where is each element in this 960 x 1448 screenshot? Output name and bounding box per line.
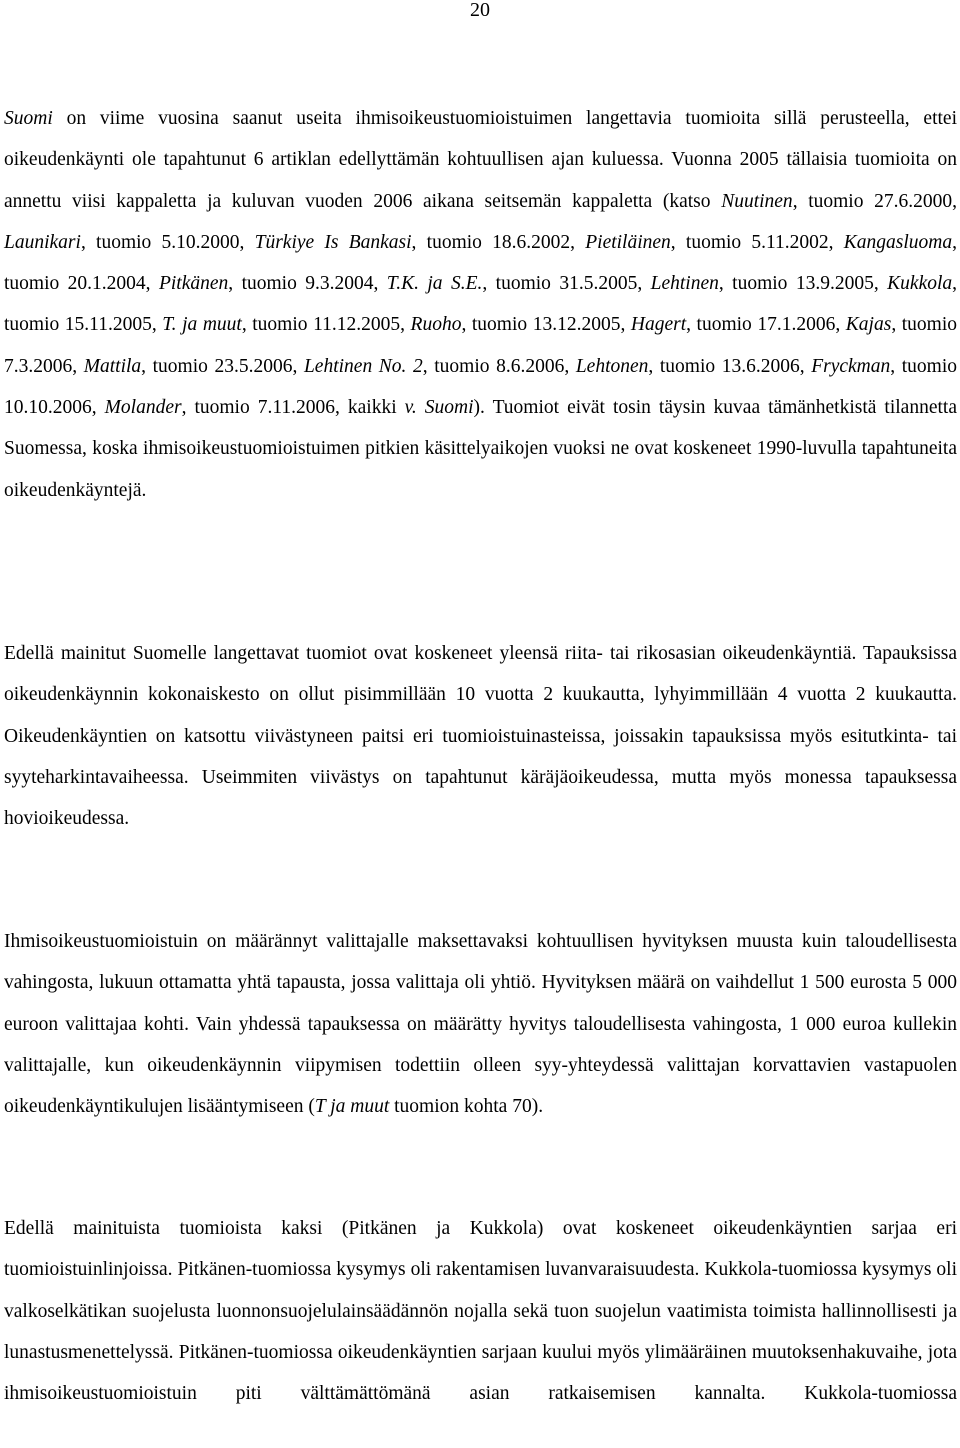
paragraph-ecthr-judgments [4, 98, 957, 511]
text-run: , tuomio 13.12.2005, [461, 314, 631, 336]
case-name: Ruoho [410, 314, 462, 336]
paragraph-compensation [4, 921, 957, 1127]
text-run: Ihmisoikeustuomioistuin on määrännyt valittajalle maksettavaksi kohtuullisen hyvityksen muusta kuin taloudellisesta vahingosta, lukuun ottamatta yhtä tapausta, jossa valittaja oli yhtiö. Hyvityksen määrä on vaihdellut 1 500 eurosta 5 000 euroon valittajaa kohti. Vain yhdessä tapauksessa on määrätty hyvitys taloudellisesta vahingosta, 1 000 euroa kullekin valittajalle, kun oikeudenkäynnin viipymisen todettiin olleen syy-yhteydessä valittajan korvattavien vastapuolen oikeudenkäyntikulujen lisääntymiseen ( [4, 931, 957, 1118]
text-run: , tuomio 9.3.2004, [228, 273, 387, 295]
text-run: ). Tuomiot eivät tosin täysin kuvaa tämänhetkistä tilannetta Suomessa, koska ihmisoikeustuomioistuimen pitkien käsittelyaikojen vuoksi ne ovat koskeneet 1990-luvulla tapahtuneita oikeudenkäyntejä. [4, 397, 957, 501]
text-run: , tuomio 17.1.2006, [686, 314, 846, 336]
text-run: , tuomio 5.11.2002, [670, 231, 844, 253]
case-name: Fryckman [811, 355, 891, 377]
case-name: Nuutinen [721, 190, 793, 212]
text-run: , tuomio 20.1.2004, [4, 231, 957, 295]
case-name: Hagert [630, 314, 687, 336]
page-number: 20 [470, 0, 490, 21]
text-run: , tuomio 5.10.2000, [80, 231, 255, 253]
text-run: Edellä mainituista tuomioista kaksi (Pitkänen ja Kukkola) ovat koskeneet oikeudenkäyntien sarjaa eri tuomioistuinlinjoissa. Pitkänen-tuomiossa kysymys oli rakentamisen luvanvaraisuudesta. Kukkola-tuomiossa kysymys oli valkoselkätikan suojelusta luonnonsuojelulainsäädännön nojalla sekä tuon suojelun vaatimista toimista hallinnollisesti ja lunastusmenettelyssä. Pitkänen-tuomiossa oikeudenkäyntien sarjaan kuului myös ylimääräinen muutoksenhakuvaihe, jota ihmisoikeustuomioistuin piti välttämättömänä asian ratkaisemisen kannalta. Kukkola-tuomiossa [4, 1218, 957, 1405]
case-name: T ja muut [314, 1096, 390, 1118]
text-run: , tuomio 8.6.2006, [422, 355, 576, 377]
case-name: Kangasluoma [843, 231, 953, 253]
case-name: T. ja muut [162, 314, 242, 336]
case-name: Kajas [845, 314, 892, 336]
case-name: Mattila [83, 355, 142, 377]
case-name: Türkiye Is Bankasi [254, 231, 412, 253]
text-run: , tuomio 7.11.2006, kaikki [181, 397, 405, 419]
text-run: , tuomio 15.11.2005, [4, 273, 958, 336]
case-name: Pitkänen [158, 273, 229, 295]
text-run: , tuomio 27.6.2000, [792, 190, 958, 212]
text-run: , tuomio 18.6.2002, [411, 231, 586, 253]
case-name: Lehtinen [650, 273, 719, 295]
text-run: on viime vuosina saanut useita ihmisoikeustuomioistuimen langettavia tuomioita sillä perusteella, ettei oikeudenkäynti ole tapahtunut 6 artiklan edellyttämän kohtuullisen ajan kuluessa. Vuonna 2005 tällaisia tuomioita on annettu viisi kappaletta ja kuluvan vuoden 2006 aikana seitsemän kappaletta (katso [4, 108, 957, 212]
text-run: Edellä mainitut Suomelle langettavat tuomiot ovat koskeneet yleensä riita- tai rikosasian oikeudenkäyntiä. Tapauksissa oikeudenkäynnin kokonaiskesto on ollut pisimmillään 10 vuotta 2 kuukautta, lyhyimmillään 4 vuotta 2 kuukautta. Oikeudenkäyntien on katsottu viivästyneen paitsi eri tuomioistuinasteissa, joissakin tapauksissa myös esitutkinta- tai syyteharkintavaiheessa. Useimmiten viivästys on tapahtunut käräjäoikeudessa, mutta myös monessa tapauksessa hovioikeudessa. [4, 643, 957, 830]
case-name: v. Suomi [404, 397, 474, 419]
case-name: T.K. ja S.E. [386, 273, 483, 295]
case-name: Lehtinen No. 2 [303, 355, 423, 377]
text-run: , tuomio 13.6.2006, [648, 355, 812, 377]
paragraph-series-of-proceedings [4, 1208, 957, 1414]
case-name: Launikari [4, 231, 81, 253]
case-name: Suomi [4, 108, 53, 129]
text-run: tuomion kohta 70). [389, 1096, 544, 1118]
paragraph-case-types [4, 633, 957, 839]
text-run: , tuomio 23.5.2006, [141, 355, 304, 377]
case-name: Lehtonen [575, 355, 649, 377]
case-name: Pietiläinen [585, 231, 671, 253]
text-run: , tuomio 13.9.2005, [718, 273, 888, 295]
case-name: Kukkola [887, 273, 953, 295]
text-run: , tuomio 31.5.2005, [482, 273, 651, 295]
case-name: Molander [104, 397, 182, 419]
text-run: , tuomio 10.10.2006, [4, 355, 957, 419]
text-run: , tuomio 11.12.2005, [241, 314, 411, 336]
text-run: , tuomio 7.3.2006, [4, 314, 957, 377]
